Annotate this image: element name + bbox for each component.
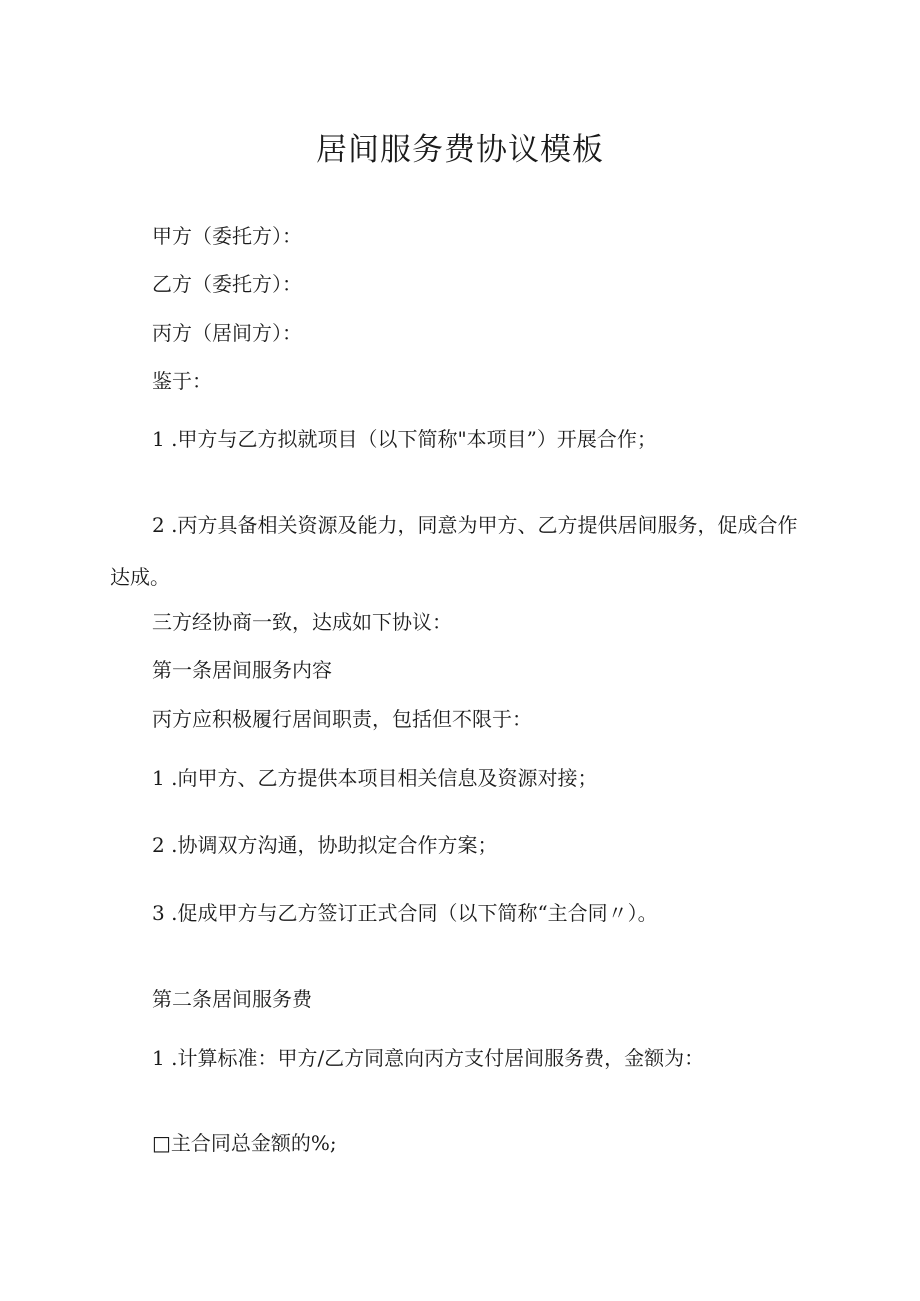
whereas-heading: 鉴于：	[152, 369, 212, 393]
article2-heading: 第二条居间服务费	[152, 987, 312, 1011]
whereas-item-1: 1 .甲方与乙方拟就项目（以下简称"本项目”）开展合作；	[152, 427, 657, 451]
party-a-line: 甲方（委托方）：	[152, 224, 302, 248]
article1-intro: 丙方应积极履行居间职责，包括但不限于：	[152, 707, 532, 731]
article1-heading: 第一条居间服务内容	[152, 658, 332, 682]
party-c-line: 丙方（居间方）：	[152, 321, 302, 345]
document-title: 居间服务费协议模板	[316, 132, 604, 168]
article1-item-1: 1 .向甲方、乙方提供本项目相关信息及资源对接；	[152, 766, 598, 790]
article1-item-2: 2 .协调双方沟通，协助拟定合作方案；	[152, 833, 498, 857]
agreement-intro: 三方经协商一致，达成如下协议：	[152, 610, 452, 634]
article2-option-1: □主合同总金额的%;	[152, 1131, 337, 1155]
article2-item-1: 1 .计算标准：甲方/乙方同意向丙方支付居间服务费，金额为：	[152, 1046, 705, 1070]
whereas-item-2: 2 .丙方具备相关资源及能力，同意为甲方、乙方提供居间服务，促成合作达成。	[110, 513, 798, 589]
article1-item-3: 3 .促成甲方与乙方签订正式合同（以下简称“主合同〃）。	[152, 901, 658, 925]
party-b-line: 乙方（委托方）：	[152, 272, 302, 296]
